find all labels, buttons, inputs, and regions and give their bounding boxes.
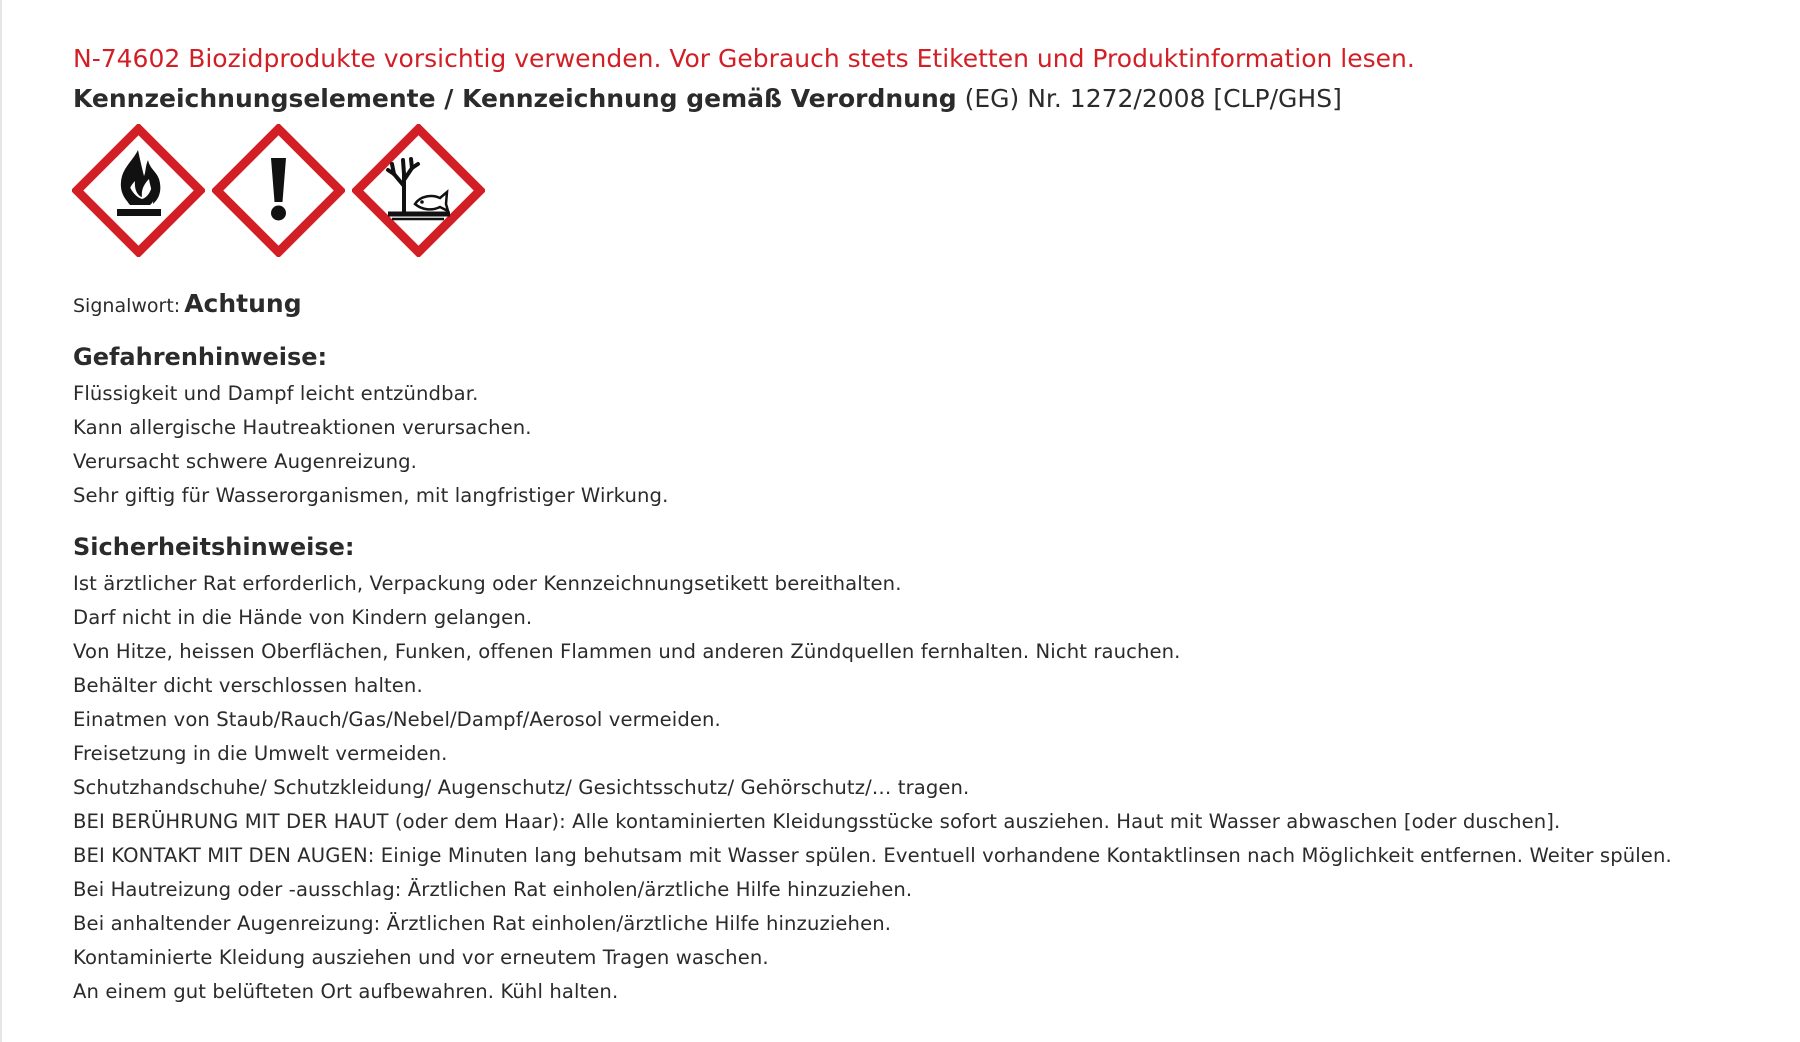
hazard-statement: Kann allergische Hautreaktionen verursachen. bbox=[73, 416, 532, 439]
biocide-notice: N-74602 Biozidprodukte vorsichtig verwenden. Vor Gebrauch stets Etiketten und Produktinformation lesen. bbox=[73, 44, 1415, 73]
hazard-statement: Verursacht schwere Augenreizung. bbox=[73, 450, 418, 473]
signal-word-line bbox=[73, 288, 1783, 322]
labeling-heading-bold: Kennzeichnungselemente / Kennzeichnung gemäß Verordnung bbox=[73, 84, 957, 113]
precautionary-statement: Schutzhandschuhe/ Schutzkleidung/ Augenschutz/ Gesichtsschutz/ Gehörschutz/… tragen. bbox=[73, 776, 970, 799]
precautionary-statement: An einem gut belüfteten Ort aufbewahren. Kühl halten. bbox=[73, 980, 619, 1003]
precautionary-statement: Ist ärztlicher Rat erforderlich, Verpackung oder Kennzeichnungsetikett bereithalten. bbox=[73, 572, 902, 595]
hazard-statements-list bbox=[73, 377, 1783, 513]
precautionary-statement: Kontaminierte Kleidung ausziehen und vor erneutem Tragen waschen. bbox=[73, 946, 769, 969]
labeling-heading bbox=[73, 82, 1783, 116]
precautionary-statement: Freisetzung in die Umwelt vermeiden. bbox=[73, 742, 448, 765]
page-left-border bbox=[0, 0, 2, 1042]
flame-pictogram-icon bbox=[72, 124, 205, 257]
precautionary-statement: Darf nicht in die Hände von Kindern gelangen. bbox=[73, 606, 533, 629]
precautionary-statement: Bei Hautreizung oder -ausschlag: Ärztlichen Rat einholen/ärztliche Hilfe hinzuziehen. bbox=[73, 878, 913, 901]
precautionary-statements-title: Sicherheitshinweise: bbox=[73, 533, 355, 561]
precautionary-statement: Von Hitze, heissen Oberflächen, Funken, offenen Flammen und anderen Zündquellen fernhalten. Nicht rauchen. bbox=[73, 640, 1181, 663]
ghs-pictograms bbox=[72, 124, 1783, 260]
hazard-statement: Flüssigkeit und Dampf leicht entzündbar. bbox=[73, 382, 479, 405]
signal-word-label: Signalwort: bbox=[73, 295, 181, 317]
hazard-statements-title: Gefahrenhinweise: bbox=[73, 343, 328, 371]
precautionary-statement: BEI BERÜHRUNG MIT DER HAUT (oder dem Haar): Alle kontaminierten Kleidungsstücke sofort ausziehen. Haut mit Wasser abwaschen [oder duschen]. bbox=[73, 810, 1561, 833]
precautionary-statements-list bbox=[73, 567, 1783, 1009]
signal-word: Achtung bbox=[184, 289, 302, 318]
labeling-heading-regulation: (EG) Nr. 1272/2008 [CLP/GHS] bbox=[956, 84, 1342, 113]
hazard-statement: Sehr giftig für Wasserorganismen, mit langfristiger Wirkung. bbox=[73, 484, 669, 507]
precautionary-statement: BEI KONTAKT MIT DEN AUGEN: Einige Minuten lang behutsam mit Wasser spülen. Eventuell vorhandene Kontaktlinsen nach Möglichkeit entfernen. Weiter spülen. bbox=[73, 844, 1672, 867]
precautionary-statement: Einatmen von Staub/Rauch/Gas/Nebel/Dampf/Aerosol vermeiden. bbox=[73, 708, 721, 731]
hazard-label-content bbox=[73, 42, 1783, 1009]
exclamation-pictogram-icon bbox=[212, 124, 345, 257]
precautionary-statement: Behälter dicht verschlossen halten. bbox=[73, 674, 423, 697]
environment-pictogram-icon bbox=[352, 124, 485, 257]
precautionary-statement: Bei anhaltender Augenreizung: Ärztlichen Rat einholen/ärztliche Hilfe hinzuziehen. bbox=[73, 912, 892, 935]
